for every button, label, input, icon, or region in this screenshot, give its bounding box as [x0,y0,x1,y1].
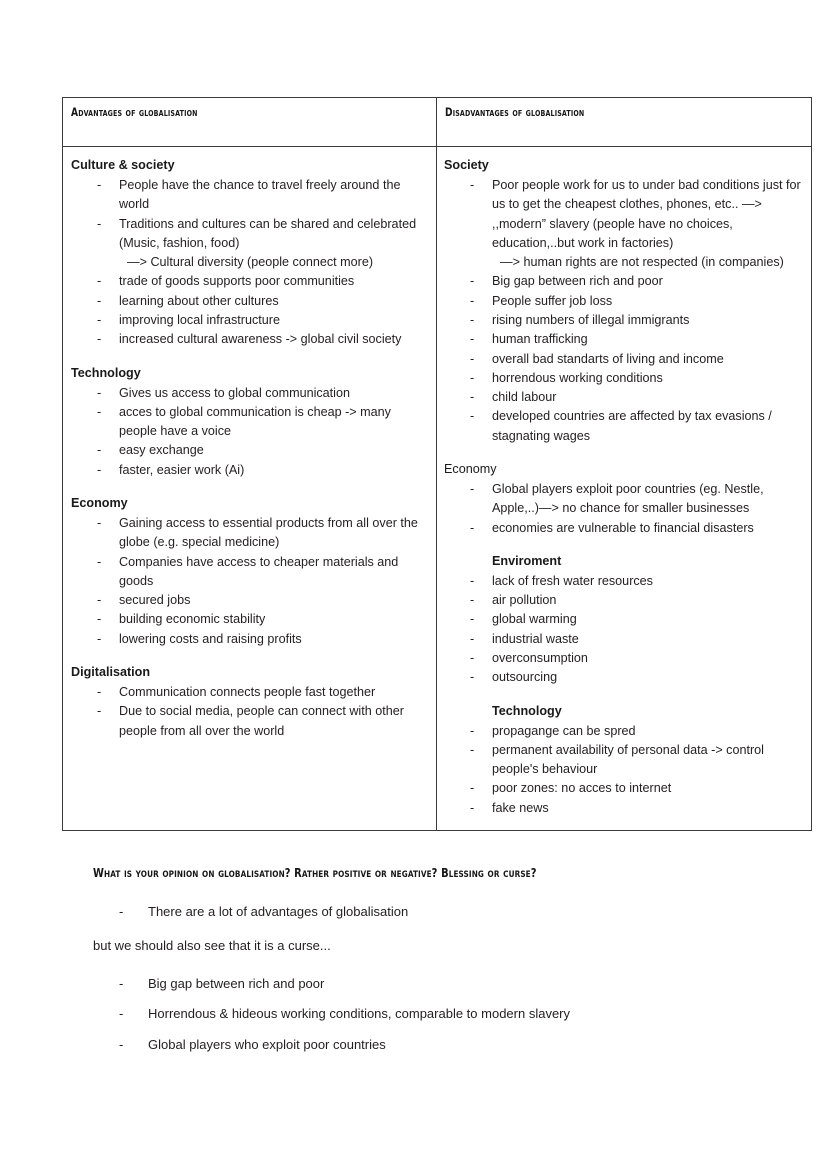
section-list [71,384,428,480]
transition-text: but we should also see that it is a curse... [93,938,331,954]
list-item [444,779,803,798]
list-item [93,1004,753,1024]
list-item [444,480,803,519]
bullet-dash-icon: - [470,723,475,738]
list-item-text: permanent availability of personal data -> control people's behaviour [492,742,764,777]
list-item-text: lowering costs and raising profits [119,631,302,646]
list-item-text: Horrendous & hideous working conditions, comparable to modern slavery [148,1006,570,1022]
list-item-text: lack of fresh water resources [492,573,653,588]
list-item [444,369,803,388]
section-list [71,176,428,349]
list-item [444,630,803,649]
opinion-question: What is your opinion on globalisation? Rather positive or negative? Blessing or curse? [93,866,537,880]
advantages-disadvantages-table [62,97,812,831]
list-item [444,388,803,407]
list-item [444,741,803,780]
list-item-text: Big gap between rich and poor [492,274,663,289]
list-item-text: propagange can be spred [492,723,636,738]
bullet-dash-icon: - [470,293,475,308]
bullet-dash-icon: - [97,178,102,193]
list-item [71,292,428,311]
bullet-dash-icon: - [97,516,102,531]
section-heading: Economy [71,496,128,510]
list-item-text: Global players who exploit poor countries [148,1036,386,1052]
bullet-dash-icon: - [470,800,475,815]
list-item-text: poor zones: no acces to internet [492,781,672,796]
advantages-heading: Advantages of globalisation [71,105,198,119]
list-item-text: developed countries are affected by tax evasions / stagnating wages [492,409,772,443]
bullet-dash-icon: - [470,390,475,405]
list-item [93,974,753,994]
list-item [444,292,803,311]
list-item-text: Communication connects people fast together [119,685,376,700]
bullet-dash-icon: - [97,313,102,327]
list-item-text: human trafficking [492,332,588,347]
section-list [71,683,428,741]
section-heading: Technology [492,703,562,718]
section-heading: Society [444,158,489,172]
list-item-text: Big gap between rich and poor [148,976,325,992]
list-item-text: People suffer job loss [492,293,613,308]
list-item-text: secured jobs [119,593,191,608]
list-item [71,441,428,460]
list-item [444,572,803,591]
header-cell-disadvantages [437,98,812,147]
disadvantages-content-cell [437,147,812,831]
bullet-dash-icon: - [470,409,475,424]
list-item [71,461,428,480]
conclusion-section [93,866,753,1065]
bullet-dash-icon: - [470,631,475,646]
header-cell-advantages [63,98,437,147]
list-item-text: air pollution [492,593,557,608]
section-block [444,552,803,688]
section-block [71,364,428,480]
negative-points-list [93,974,753,1054]
list-item-text: Traditions and cultures can be shared and celebrated (Music, fashion, food) [119,216,417,250]
bullet-dash-icon: - [119,1036,124,1052]
bullet-dash-icon: - [470,781,475,796]
list-item [93,902,753,922]
bullet-dash-icon: - [470,742,475,757]
list-item [71,384,428,403]
list-item [71,215,428,273]
list-item [444,649,803,668]
list-item [71,553,428,592]
section-heading: Technology [71,365,141,380]
list-item [444,799,803,818]
bullet-dash-icon: - [97,554,102,569]
list-item [444,176,803,272]
list-item-text: acces to global communication is cheap -> many people have a voice [119,404,391,439]
list-item-subtext: —> Cultural diversity (people connect more) [127,255,374,270]
list-item-text: global warming [492,612,577,627]
list-item [444,311,803,330]
list-item-text: overconsumption [492,651,588,665]
bullet-dash-icon: - [97,612,102,627]
list-item-text: There are a lot of advantages of globalisation [148,904,409,919]
bullet-dash-icon: - [97,462,102,477]
list-item [444,272,803,291]
list-item-text: economies are vulnerable to financial disasters [492,520,754,535]
list-item-text: industrial waste [492,631,579,646]
list-item-text: easy exchange [119,443,204,458]
list-item-subtext: —> human rights are not respected (in companies) [500,255,784,270]
bullet-dash-icon: - [97,443,102,458]
list-item [71,683,428,702]
bullet-dash-icon: - [97,274,102,289]
bullet-dash-icon: - [470,351,475,366]
bullet-dash-icon: - [470,313,475,327]
list-item [444,519,803,538]
list-item [444,722,803,741]
bullet-dash-icon: - [97,631,102,646]
list-item-text: building economic stability [119,612,266,627]
list-item-text: Poor people work for us to under bad conditions just for us to get the cheapest clothes, phones, etc.. —> ,,modern” slavery (people have no choices, education,..but work in factories) [492,178,801,250]
list-item [444,407,803,446]
list-item [71,272,428,291]
list-item [93,1035,753,1055]
section-block [71,663,428,741]
list-item [71,514,428,553]
list-item-text: People have the chance to travel freely around the world [119,178,401,212]
bullet-dash-icon: - [470,482,475,496]
table-header-row [63,98,812,147]
bullet-dash-icon: - [97,293,102,308]
list-item [71,330,428,349]
section-block [444,156,803,446]
section-block [444,702,803,818]
bullet-dash-icon: - [119,1006,124,1022]
bullet-dash-icon: - [470,370,475,385]
section-list [444,480,803,538]
section-block [444,460,803,538]
bullet-dash-icon: - [119,976,124,992]
bullet-dash-icon: - [97,685,102,700]
bullet-dash-icon: - [97,593,102,608]
list-item-text: Gives us access to global communication [119,385,350,400]
list-item [71,591,428,610]
section-list [71,514,428,649]
list-item-text: Companies have access to cheaper materials and goods [119,554,399,588]
list-item [444,350,803,369]
section-heading: Digitalisation [71,665,151,679]
disadvantages-heading: Disadvantages of globalisation [445,105,585,119]
list-item [71,610,428,629]
bullet-dash-icon: - [470,670,475,685]
bullet-dash-icon: - [470,612,475,627]
list-item [71,702,428,741]
bullet-dash-icon: - [97,704,102,719]
list-item-text: rising numbers of illegal immigrants [492,313,690,327]
list-item-text: child labour [492,390,557,405]
section-heading: Enviroment [492,553,562,568]
bullet-dash-icon: - [97,216,102,231]
list-item [71,630,428,649]
bullet-dash-icon: - [470,593,475,608]
list-item [71,311,428,330]
bullet-dash-icon: - [470,332,475,347]
list-item-text: Global players exploit poor countries (eg. Nestle, Apple,..)—> no chance for smaller businesses [492,482,764,516]
bullet-dash-icon: - [97,332,102,347]
bullet-dash-icon: - [470,573,475,588]
list-item [444,610,803,629]
list-item [71,176,428,215]
bullet-dash-icon: - [470,651,475,665]
list-item-text: Due to social media, people can connect with other people from all over the world [119,704,404,738]
list-item-text: fake news [492,800,549,815]
list-item-text: outsourcing [492,670,558,685]
list-item-text: horrendous working conditions [492,370,663,385]
bullet-dash-icon: - [470,520,475,535]
list-item-text: increased cultural awareness -> global civil society [119,332,402,347]
section-heading: Economy [444,461,497,476]
bullet-dash-icon: - [97,385,102,400]
bullet-dash-icon: - [470,274,475,289]
list-item [71,403,428,442]
list-item-text: overall bad standarts of living and income [492,351,724,366]
list-item [444,591,803,610]
section-heading: Culture & society [71,158,175,172]
list-item-text: trade of goods supports poor communities [119,274,355,289]
bullet-dash-icon: - [470,178,475,193]
table-body-row [63,147,812,831]
positive-points-list [93,902,753,922]
list-item-text: Gaining access to essential products from all over the globe (e.g. special medicine) [119,516,418,550]
section-list [444,176,803,446]
list-item-text: learning about other cultures [119,293,279,308]
section-block [71,156,428,350]
comparison-table-wrapper [62,97,801,831]
list-item [444,668,803,687]
section-block [71,494,428,649]
list-item-text: faster, easier work (Ai) [119,462,245,477]
list-item [444,330,803,349]
bullet-dash-icon: - [119,904,124,919]
section-list [444,722,803,818]
bullet-dash-icon: - [97,404,102,419]
list-item-text: improving local infrastructure [119,313,280,327]
section-list [444,572,803,688]
advantages-content-cell [63,147,437,831]
